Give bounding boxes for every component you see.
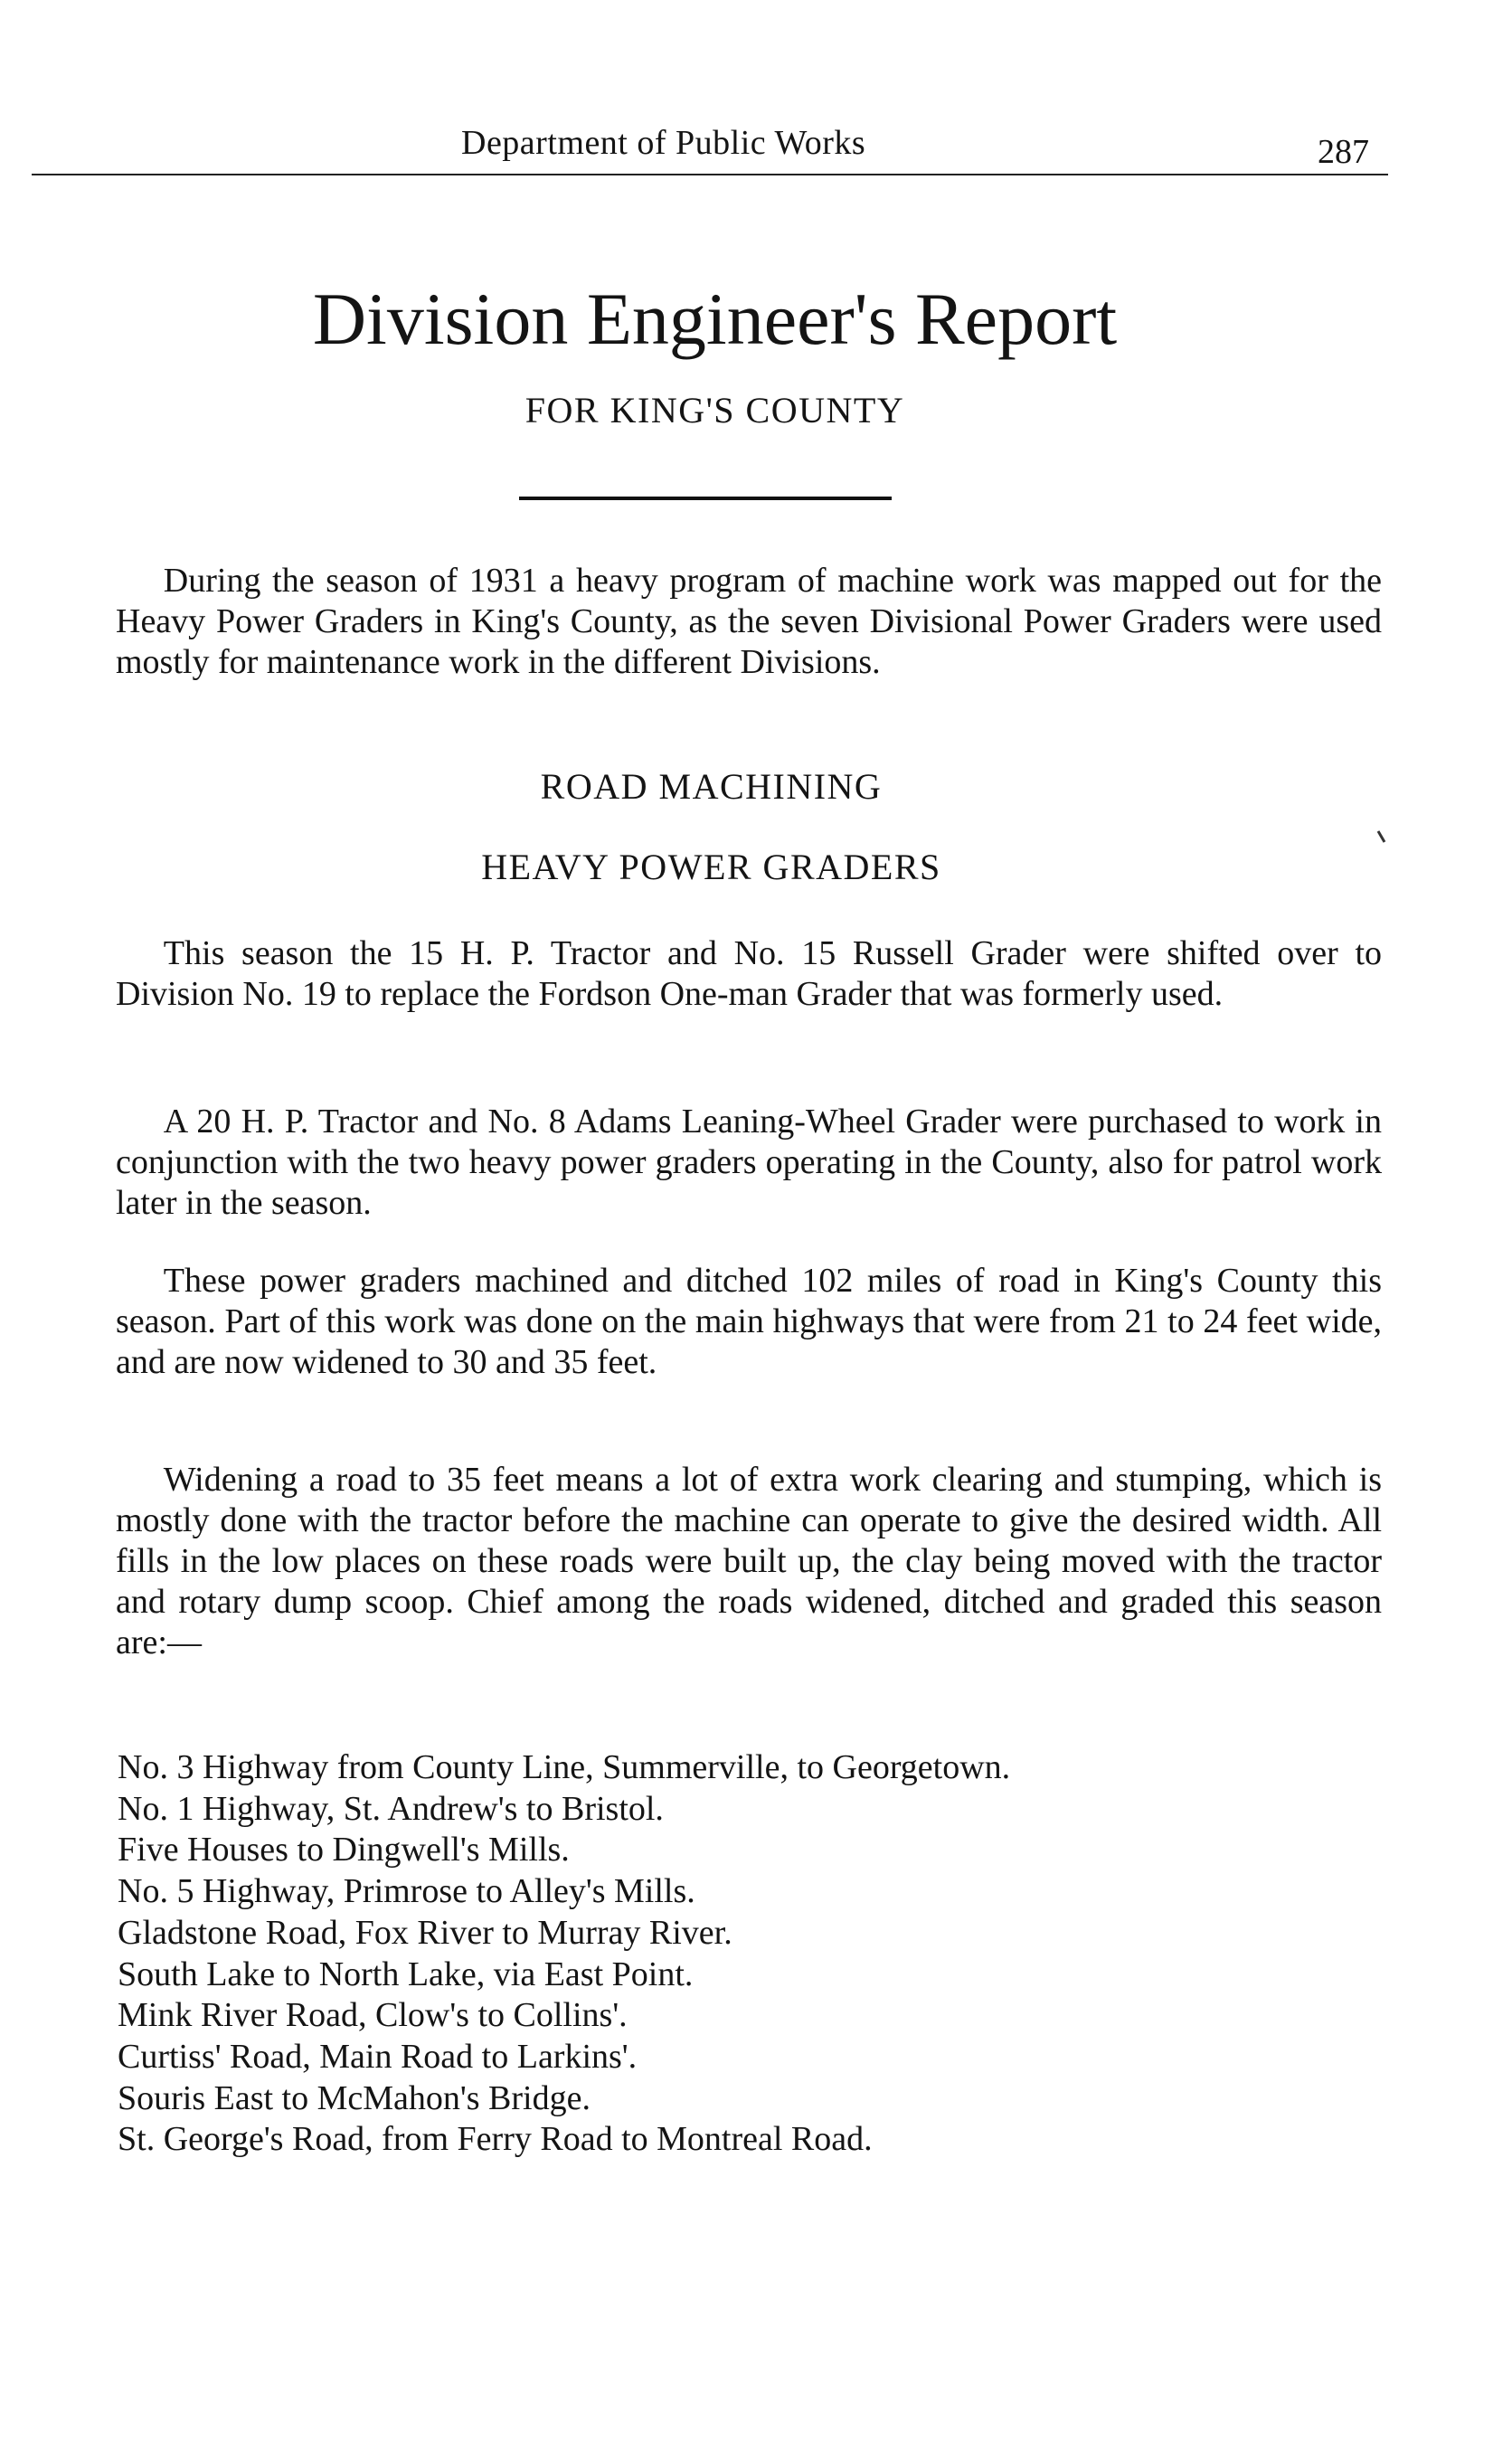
page-number: 287 xyxy=(1318,133,1369,171)
list-item: Five Houses to Dingwell's Mills. xyxy=(118,1831,570,1869)
list-item: Gladstone Road, Fox River to Murray River. xyxy=(118,1913,732,1952)
report-title: Division Engineer's Report xyxy=(312,278,1118,360)
list-item: No. 1 Highway, St. Andrew's to Bristol. xyxy=(118,1789,664,1828)
list-item: No. 5 Highway, Primrose to Alley's Mills. xyxy=(118,1872,695,1911)
running-title: Department of Public Works xyxy=(461,124,866,162)
body-paragraph: These power graders machined and ditched 102 miles of road in King's County this season. Part of this work was done on the main highways that were from 21 to 24 feet wide, and are now widened to 30 and 35 feet. xyxy=(116,1262,1382,1381)
body-paragraph: This season the 15 H. P. Tractor and No. 15 Russell Grader were shifted over to Division No. 19 to replace the Fordson One-man Grader that was formerly used. xyxy=(116,934,1382,1013)
section-heading-road-machining: ROAD MACHINING xyxy=(540,766,883,807)
report-subtitle: FOR KING'S COUNTY xyxy=(524,390,905,431)
road-list xyxy=(118,1747,1010,2161)
list-item: No. 3 Highway from County Line, Summerville, to Georgetown. xyxy=(118,1748,1011,1786)
header-rule xyxy=(32,174,1388,175)
title-divider xyxy=(519,497,892,500)
scan-speck xyxy=(1377,830,1386,843)
list-item: Curtiss' Road, Main Road to Larkins'. xyxy=(118,2037,638,2076)
running-head xyxy=(32,123,1388,177)
list-item: St. George's Road, from Ferry Road to Montreal Road. xyxy=(118,2120,873,2159)
body-paragraph: Widening a road to 35 feet means a lot of extra work clearing and stumping, which is mostly done with the tractor before the machine can operate to give the desired width. All fills in the low places on these roads were built up, the clay being moved with the tractor and rotary dump scoop. Chief among the roads widened, ditched and graded this season are:— xyxy=(116,1461,1382,1661)
body-paragraph: A 20 H. P. Tractor and No. 8 Adams Leaning-Wheel Grader were purchased to work in conjunction with the two heavy power graders operating in the County, also for patrol work later in the season. xyxy=(116,1103,1382,1222)
list-item: South Lake to North Lake, via East Point. xyxy=(118,1955,694,1993)
list-item: Mink River Road, Clow's to Collins'. xyxy=(118,1996,628,2035)
intro-paragraph: During the season of 1931 a heavy program of machine work was mapped out for the Heavy Power Graders in King's County, as the seven Divisional Power Graders were used mostly for maintenance work in the different Divisions. xyxy=(116,562,1382,681)
section-heading-heavy-power-graders: HEAVY POWER GRADERS xyxy=(481,847,941,887)
list-item: Souris East to McMahon's Bridge. xyxy=(118,2078,591,2117)
